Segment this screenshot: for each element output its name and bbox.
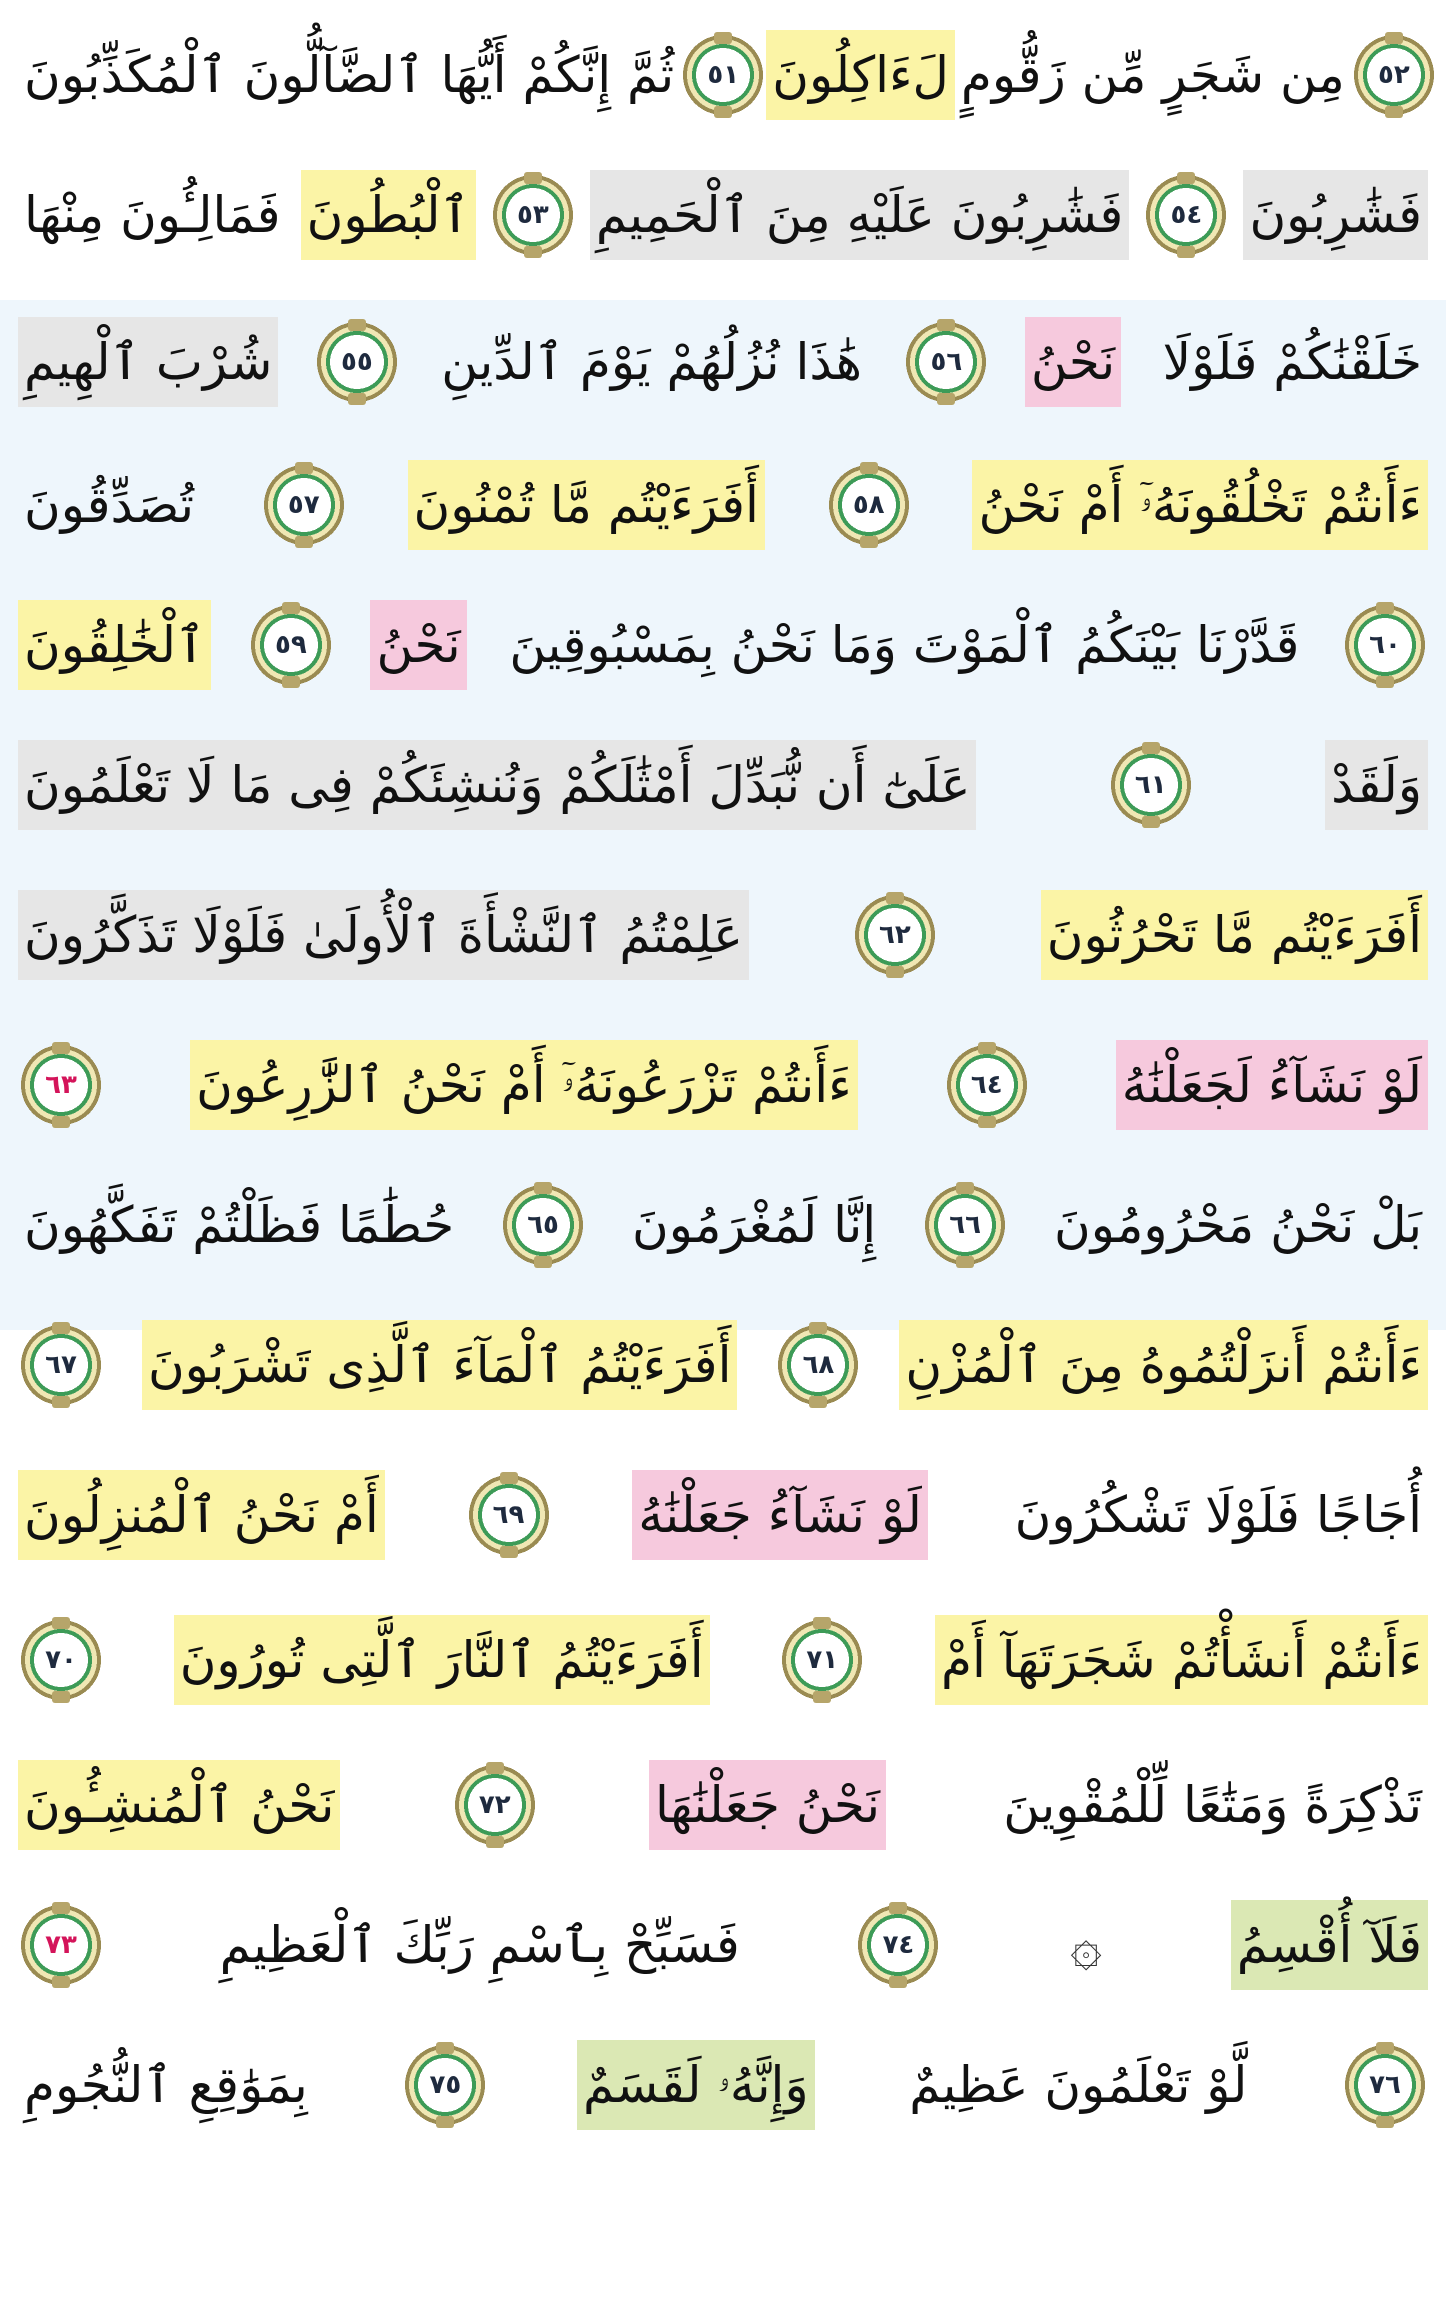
ayah-number-marker	[18, 1617, 104, 1703]
verse-line	[18, 1750, 1428, 1860]
verse-text-segment: أُجَاجًا فَلَوْلَا تَشْكُرُونَ	[1014, 1486, 1422, 1544]
ayah-number: ٦٨	[802, 1350, 835, 1380]
verse-line	[18, 307, 1428, 417]
ayah-number: ٦٤	[970, 1070, 1003, 1100]
verse-line	[18, 1170, 1428, 1280]
verse-text-segment: نَحْنُ	[1025, 317, 1121, 407]
verse-text-segment: أَفَرَءَيْتُمُ ٱلنَّارَ ٱلَّتِى تُورُونَ	[174, 1615, 710, 1705]
verse-line	[18, 1030, 1428, 1140]
ayah-number-marker	[500, 1182, 586, 1268]
verse-text-segment: وَلَقَدْ	[1325, 740, 1428, 830]
ayah-number: ٦١	[1134, 770, 1167, 800]
verse-text-segment: مِن شَجَرٍ مِّن زَقُّومٍ	[960, 46, 1345, 104]
verse-text-segment: تُصَدِّقُونَ	[24, 476, 194, 534]
ayah-number-marker	[402, 2042, 488, 2128]
verse-text-segment: وَإِنَّهُۥ لَقَسَمٌ	[577, 2040, 815, 2130]
ayah-number-marker	[490, 172, 576, 258]
ayah-number: ٥٦	[930, 347, 963, 377]
verse-text-segment: ٱلْخَٰلِقُونَ	[18, 600, 211, 690]
ayah-number: ٥٧	[287, 490, 320, 520]
ayah-number-marker	[18, 1902, 104, 1988]
verse-text-segment: لَوْ نَشَآءُ لَجَعَلْنَٰهُ	[1116, 1040, 1428, 1130]
verse-text-segment: فَلَآ أُقْسِمُ	[1231, 1900, 1428, 1990]
ayah-number-marker	[903, 319, 989, 405]
verse-line	[18, 2030, 1428, 2140]
verse-text-segment: تَذْكِرَةً وَمَتَٰعًا لِّلْمُقْوِينَ	[1003, 1776, 1422, 1834]
ayah-number: ٦٠	[1369, 630, 1401, 660]
verse-text-segment: شُرْبَ ٱلْهِيمِ	[18, 317, 278, 407]
ayah-number: ٥٢	[1377, 60, 1410, 90]
ayah-number: ٧٦	[1369, 2070, 1401, 2100]
verse-text-segment: لَّوْ تَعْلَمُونَ عَظِيمٌ	[909, 2056, 1248, 2114]
ayah-number: ٧٥	[429, 2070, 462, 2100]
verse-line	[18, 1605, 1428, 1715]
verse-text-segment: نَحْنُ ٱلْمُنشِـُٔونَ	[18, 1760, 340, 1850]
verse-line	[18, 1460, 1428, 1570]
ayah-number: ٧١	[806, 1645, 839, 1675]
ayah-number-marker	[1351, 32, 1437, 118]
ayah-number-marker	[261, 462, 347, 548]
ayah-number-marker	[314, 319, 400, 405]
verse-text-segment: فَشَٰرِبُونَ	[1243, 170, 1428, 260]
ayah-number: ٧٤	[882, 1930, 915, 1960]
ayah-number: ٦٩	[492, 1500, 525, 1530]
verse-line	[18, 160, 1428, 270]
ayah-number: ٦٧	[45, 1350, 77, 1380]
ayah-number: ٥١	[707, 60, 740, 90]
verse-line	[18, 20, 1428, 130]
ayah-number: ٧٢	[478, 1790, 511, 1820]
ayah-number: ٦٣	[45, 1070, 77, 1100]
ayah-number: ٥٩	[274, 630, 307, 660]
verse-text-segment: هَٰذَا نُزُلُهُمْ يَوْمَ ٱلدِّينِ	[441, 333, 862, 391]
rub-el-hizb-icon: ۞	[1070, 1913, 1102, 1977]
ayah-number: ٦٦	[949, 1210, 981, 1240]
ayah-number-marker	[852, 892, 938, 978]
ayah-number: ٥٥	[340, 347, 373, 377]
verse-text-segment: لَوْ نَشَآءُ جَعَلْنَٰهُ	[632, 1470, 928, 1560]
ayah-number-marker	[18, 1322, 104, 1408]
ayah-number-marker	[1342, 2042, 1428, 2128]
verse-line	[18, 880, 1428, 990]
ayah-number: ٦٥	[527, 1210, 559, 1240]
verse-text-segment: بَلْ نَحْنُ مَحْرُومُونَ	[1054, 1196, 1422, 1254]
verse-text-segment: بِمَوَٰقِعِ ٱلنُّجُومِ	[24, 2056, 308, 2114]
verse-line	[18, 1890, 1428, 2000]
ayah-number: ٦٢	[879, 920, 911, 950]
ayah-number-marker	[944, 1042, 1030, 1128]
ayah-number-marker	[775, 1322, 861, 1408]
ayah-number-marker	[1108, 742, 1194, 828]
ayah-number-marker	[248, 602, 334, 688]
verse-text-segment: فَمَالِـُٔونَ مِنْهَا	[24, 186, 281, 244]
verse-line	[18, 590, 1428, 700]
ayah-number: ٥٨	[852, 490, 885, 520]
ayah-number-marker	[680, 32, 766, 118]
verse-text-segment: ءَأَنتُمْ تَزْرَعُونَهُۥٓ أَمْ نَحْنُ ٱلزَّٰرِعُونَ	[190, 1040, 858, 1130]
ayah-number-marker	[18, 1042, 104, 1128]
verse-text-segment: خَلَقْنَٰكُمْ فَلَوْلَا	[1162, 333, 1422, 391]
ayah-number: ٧٠	[45, 1645, 77, 1675]
verse-line	[18, 730, 1428, 840]
verse-text-segment: لَءَاكِلُونَ	[766, 30, 955, 120]
verse-text-segment: أَمْ نَحْنُ ٱلْمُنزِلُونَ	[18, 1470, 385, 1560]
verse-text-segment: ءَأَنتُمْ تَخْلُقُونَهُۥٓ أَمْ نَحْنُ	[972, 460, 1428, 550]
ayah-number-marker	[826, 462, 912, 548]
verse-text-segment: ءَأَنتُمْ أَنشَأْتُمْ شَجَرَتَهَآ أَمْ	[935, 1615, 1428, 1705]
verse-text-segment: أَفَرَءَيْتُمُ ٱلْمَآءَ ٱلَّذِى تَشْرَبُونَ	[142, 1320, 738, 1410]
verse-text-segment: إِنَّا لَمُغْرَمُونَ	[632, 1196, 877, 1254]
ayah-number-marker	[1143, 172, 1229, 258]
verse-text-segment: عَلَىٰٓ أَن نُّبَدِّلَ أَمْثَٰلَكُمْ وَنُنشِئَكُمْ فِى مَا لَا تَعْلَمُونَ	[18, 740, 976, 830]
verse-text-segment: قَدَّرْنَا بَيْنَكُمُ ٱلْمَوْتَ وَمَا نَحْنُ بِمَسْبُوقِينَ	[509, 616, 1300, 674]
verse-text-segment: فَسَبِّحْ بِٱسْمِ رَبِّكَ ٱلْعَظِيمِ	[219, 1916, 740, 1974]
verse-text-segment: نَحْنُ	[370, 600, 466, 690]
verse-line	[18, 1310, 1428, 1420]
verse-text-segment: عَلِمْتُمُ ٱلنَّشْأَةَ ٱلْأُولَىٰ فَلَوْلَا تَذَكَّرُونَ	[18, 890, 749, 980]
ayah-number-marker	[779, 1617, 865, 1703]
verse-text-segment: أَفَرَءَيْتُم مَّا تُمْنُونَ	[408, 460, 765, 550]
verse-text-segment: فَشَٰرِبُونَ عَلَيْهِ مِنَ ٱلْحَمِيمِ	[590, 170, 1129, 260]
ayah-number: ٧٣	[45, 1930, 77, 1960]
verse-text-segment: حُطَٰمًا فَظَلْتُمْ تَفَكَّهُونَ	[24, 1196, 455, 1254]
ayah-number-marker	[466, 1472, 552, 1558]
verse-text-segment: ثُمَّ إِنَّكُمْ أَيُّهَا ٱلضَّآلُّونَ ٱلْمُكَذِّبُونَ	[24, 46, 675, 104]
verse-text-segment: ٱلْبُطُونَ	[301, 170, 476, 260]
ayah-number: ٥٣	[516, 200, 549, 230]
verse-text-segment: نَحْنُ جَعَلْنَٰهَا	[649, 1760, 886, 1850]
verse-text-segment: ءَأَنتُمْ أَنزَلْتُمُوهُ مِنَ ٱلْمُزْنِ	[899, 1320, 1428, 1410]
ayah-number: ٥٤	[1170, 200, 1203, 230]
ayah-number-marker	[855, 1902, 941, 1988]
verse-line	[18, 450, 1428, 560]
ayah-number-marker	[452, 1762, 538, 1848]
ayah-number-marker	[922, 1182, 1008, 1268]
ayah-number-marker	[1342, 602, 1428, 688]
verse-text-segment: أَفَرَءَيْتُم مَّا تَحْرُثُونَ	[1041, 890, 1428, 980]
